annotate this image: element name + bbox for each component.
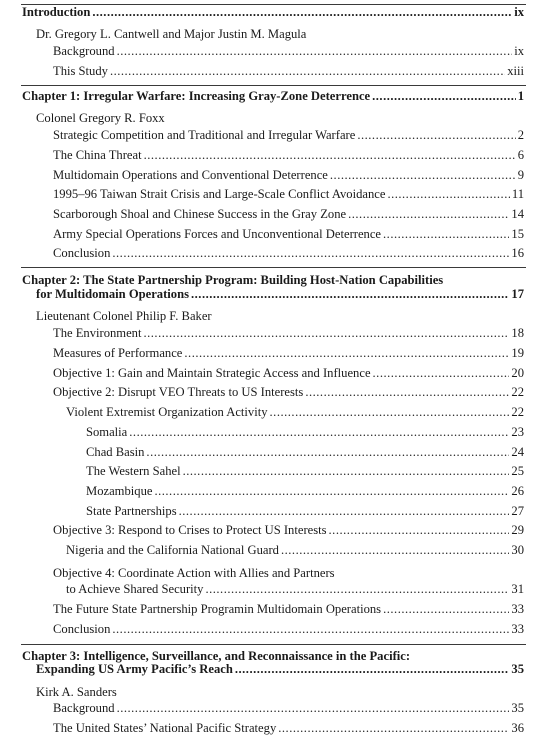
toc-author: Colonel Gregory R. Foxx (36, 111, 165, 125)
toc-author: Lieutenant Colonel Philip F. Baker (36, 309, 212, 323)
dot-leader (383, 227, 509, 242)
toc-entry-page: 16 (511, 246, 524, 260)
toc-entry-title: Mozambique (86, 484, 153, 498)
dot-leader (117, 44, 513, 59)
toc-entry-title: Army Special Operations Forces and Unconventional Deterrence (53, 227, 382, 241)
toc-entry[interactable] (66, 405, 524, 425)
toc-entry-page: 20 (511, 366, 524, 380)
dot-leader (305, 385, 509, 400)
toc-entry-page: 1 (517, 89, 524, 103)
toc-entry-page: 26 (511, 484, 524, 498)
dot-leader (129, 425, 509, 440)
toc-entry-page: 6 (517, 148, 524, 162)
toc-entry[interactable] (53, 44, 524, 64)
dot-leader (112, 622, 509, 637)
divider-rule (21, 644, 526, 645)
toc-entry[interactable] (53, 385, 524, 405)
toc-entry[interactable] (66, 582, 524, 602)
toc-entry-page: 15 (511, 227, 524, 241)
toc-entry[interactable] (53, 346, 524, 366)
toc-entry-page: 25 (511, 464, 524, 478)
dot-leader (383, 602, 509, 617)
toc-entry[interactable] (86, 484, 524, 504)
toc-entry[interactable] (53, 622, 524, 642)
toc-entry[interactable] (53, 148, 524, 168)
toc-entry-title: to Achieve Shared Security (66, 582, 204, 596)
toc-entry[interactable] (86, 504, 524, 524)
divider-rule (21, 85, 526, 86)
toc-entry[interactable] (53, 246, 524, 266)
toc-entry-page: 14 (511, 207, 524, 221)
dot-leader (154, 484, 509, 499)
toc-entry-page: 2 (517, 128, 524, 142)
toc-entry[interactable] (66, 543, 524, 563)
toc-entry-page: 9 (517, 168, 524, 182)
toc-entry-page: 30 (511, 543, 524, 557)
toc-entry-page: 36 (511, 721, 524, 735)
toc-entry-page: 18 (511, 326, 524, 340)
toc-entry-title: Conclusion (53, 622, 111, 636)
dot-leader (183, 464, 510, 479)
dot-leader (191, 287, 509, 302)
toc-author: Kirk A. Sanders (36, 685, 117, 699)
dot-leader (143, 326, 509, 341)
dot-leader (348, 207, 509, 222)
toc-entry-title: Violent Extremist Organization Activity (66, 405, 268, 419)
toc-entry-title: Nigeria and the California National Guard (66, 543, 279, 557)
dot-leader (117, 701, 510, 716)
dot-leader (179, 504, 510, 519)
toc-entry-title: State Partnerships (86, 504, 177, 518)
dot-leader (92, 5, 512, 20)
toc-entry-page: 33 (511, 602, 524, 616)
toc-entry-title: Conclusion (53, 246, 111, 260)
toc-entry[interactable] (86, 445, 524, 465)
toc-entry[interactable] (53, 187, 524, 207)
toc-entry[interactable] (22, 89, 524, 109)
toc-entry-title: The United States’ National Pacific Strategy (53, 721, 277, 735)
toc-entry-page: 24 (511, 445, 524, 459)
toc-entry-page: 17 (511, 287, 524, 301)
toc-entry-page: 23 (511, 425, 524, 439)
toc-chapter-heading: Chapter 3: Intelligence, Surveillance, and Reconnaissance in the Pacific: (22, 649, 411, 663)
toc-entry-title: for Multidomain Operations (36, 287, 189, 301)
dot-leader (373, 366, 510, 381)
dot-leader (387, 187, 509, 202)
dot-leader (357, 128, 515, 143)
dot-leader (235, 662, 510, 677)
toc-entry-page: 29 (511, 523, 524, 537)
toc-entry[interactable] (53, 227, 524, 247)
toc-entry-title: Background (53, 44, 115, 58)
toc-entry[interactable] (53, 168, 524, 188)
toc-entry[interactable] (36, 287, 524, 307)
dot-leader (372, 89, 516, 104)
toc-entry-page: 33 (511, 622, 524, 636)
toc-entry[interactable] (53, 721, 524, 741)
toc-entry-page: 27 (511, 504, 524, 518)
dot-leader (278, 721, 509, 736)
toc-entry-page: ix (514, 5, 524, 19)
dot-leader (146, 445, 509, 460)
toc-entry-title: Scarborough Shoal and Chinese Success in the Gray Zone (53, 207, 347, 221)
dot-leader (330, 168, 516, 183)
toc-entry[interactable] (53, 602, 524, 622)
toc-entry-title: 1995–96 Taiwan Strait Crisis and Large-Scale Conflict Avoidance (53, 187, 386, 201)
toc-entry-title: The Environment (53, 326, 142, 340)
toc-chapter-heading: Chapter 2: The State Partnership Program: Building Host-Nation Capabilities (22, 273, 444, 287)
toc-entry-page: 31 (511, 582, 524, 596)
toc-entry[interactable] (53, 701, 524, 721)
toc-entry-title: The Western Sahel (86, 464, 181, 478)
toc-entry-page: ix (514, 44, 524, 58)
toc-entry-page: 11 (511, 187, 524, 201)
divider-rule (21, 267, 526, 268)
toc-entry[interactable] (53, 128, 524, 148)
toc-entry-page: 19 (511, 346, 524, 360)
toc-entry-title: Measures of Performance (53, 346, 183, 360)
toc-entry-page: 35 (511, 662, 524, 676)
toc-entry-title: The China Threat (53, 148, 142, 162)
dot-leader (184, 346, 509, 361)
toc-entry-title: Background (53, 701, 115, 715)
toc-entry-page: 22 (511, 385, 524, 399)
toc-entry-page: 22 (511, 405, 524, 419)
toc-entry-page: 35 (511, 701, 524, 715)
toc-entry-title: Chad Basin (86, 445, 145, 459)
toc-entry[interactable] (22, 5, 524, 25)
toc-entry[interactable] (36, 662, 524, 682)
dot-leader (281, 543, 509, 558)
toc-entry[interactable] (53, 207, 524, 227)
toc-entry[interactable] (53, 523, 524, 543)
toc-entry-title: The Future State Partnership Programin Multidomain Operations (53, 602, 382, 616)
toc-entry-title: Expanding US Army Pacific’s Reach (36, 662, 233, 676)
toc-entry-page: xiii (507, 64, 524, 78)
toc-entry-title-line: Objective 4: Coordinate Action with Allies and Partners (53, 566, 335, 580)
dot-leader (205, 582, 509, 597)
dot-leader (144, 148, 516, 163)
toc-entry[interactable] (53, 366, 524, 386)
toc-entry[interactable] (86, 425, 524, 445)
toc-entry-title: Chapter 1: Irregular Warfare: Increasing Gray-Zone Deterrence (22, 89, 371, 103)
toc-entry[interactable] (86, 464, 524, 484)
toc-entry-title: Strategic Competition and Traditional and Irregular Warfare (53, 128, 356, 142)
toc-entry-title: Somalia (86, 425, 128, 439)
toc-entry-title: Introduction (22, 5, 91, 19)
dot-leader (112, 246, 509, 261)
dot-leader (329, 523, 510, 538)
toc-entry-title: This Study (53, 64, 108, 78)
toc-entry-title: Objective 3: Respond to Crises to Protect US Interests (53, 523, 327, 537)
dot-leader (270, 405, 510, 420)
toc-author: Dr. Gregory L. Cantwell and Major Justin M. Magula (36, 27, 307, 41)
toc-entry-title: Multidomain Operations and Conventional Deterrence (53, 168, 328, 182)
dot-leader (110, 64, 505, 79)
toc-entry[interactable] (53, 326, 524, 346)
toc-entry-title: Objective 2: Disrupt VEO Threats to US Interests (53, 385, 304, 399)
toc-entry-title: Objective 1: Gain and Maintain Strategic Access and Influence (53, 366, 371, 380)
toc-entry[interactable] (53, 64, 524, 84)
